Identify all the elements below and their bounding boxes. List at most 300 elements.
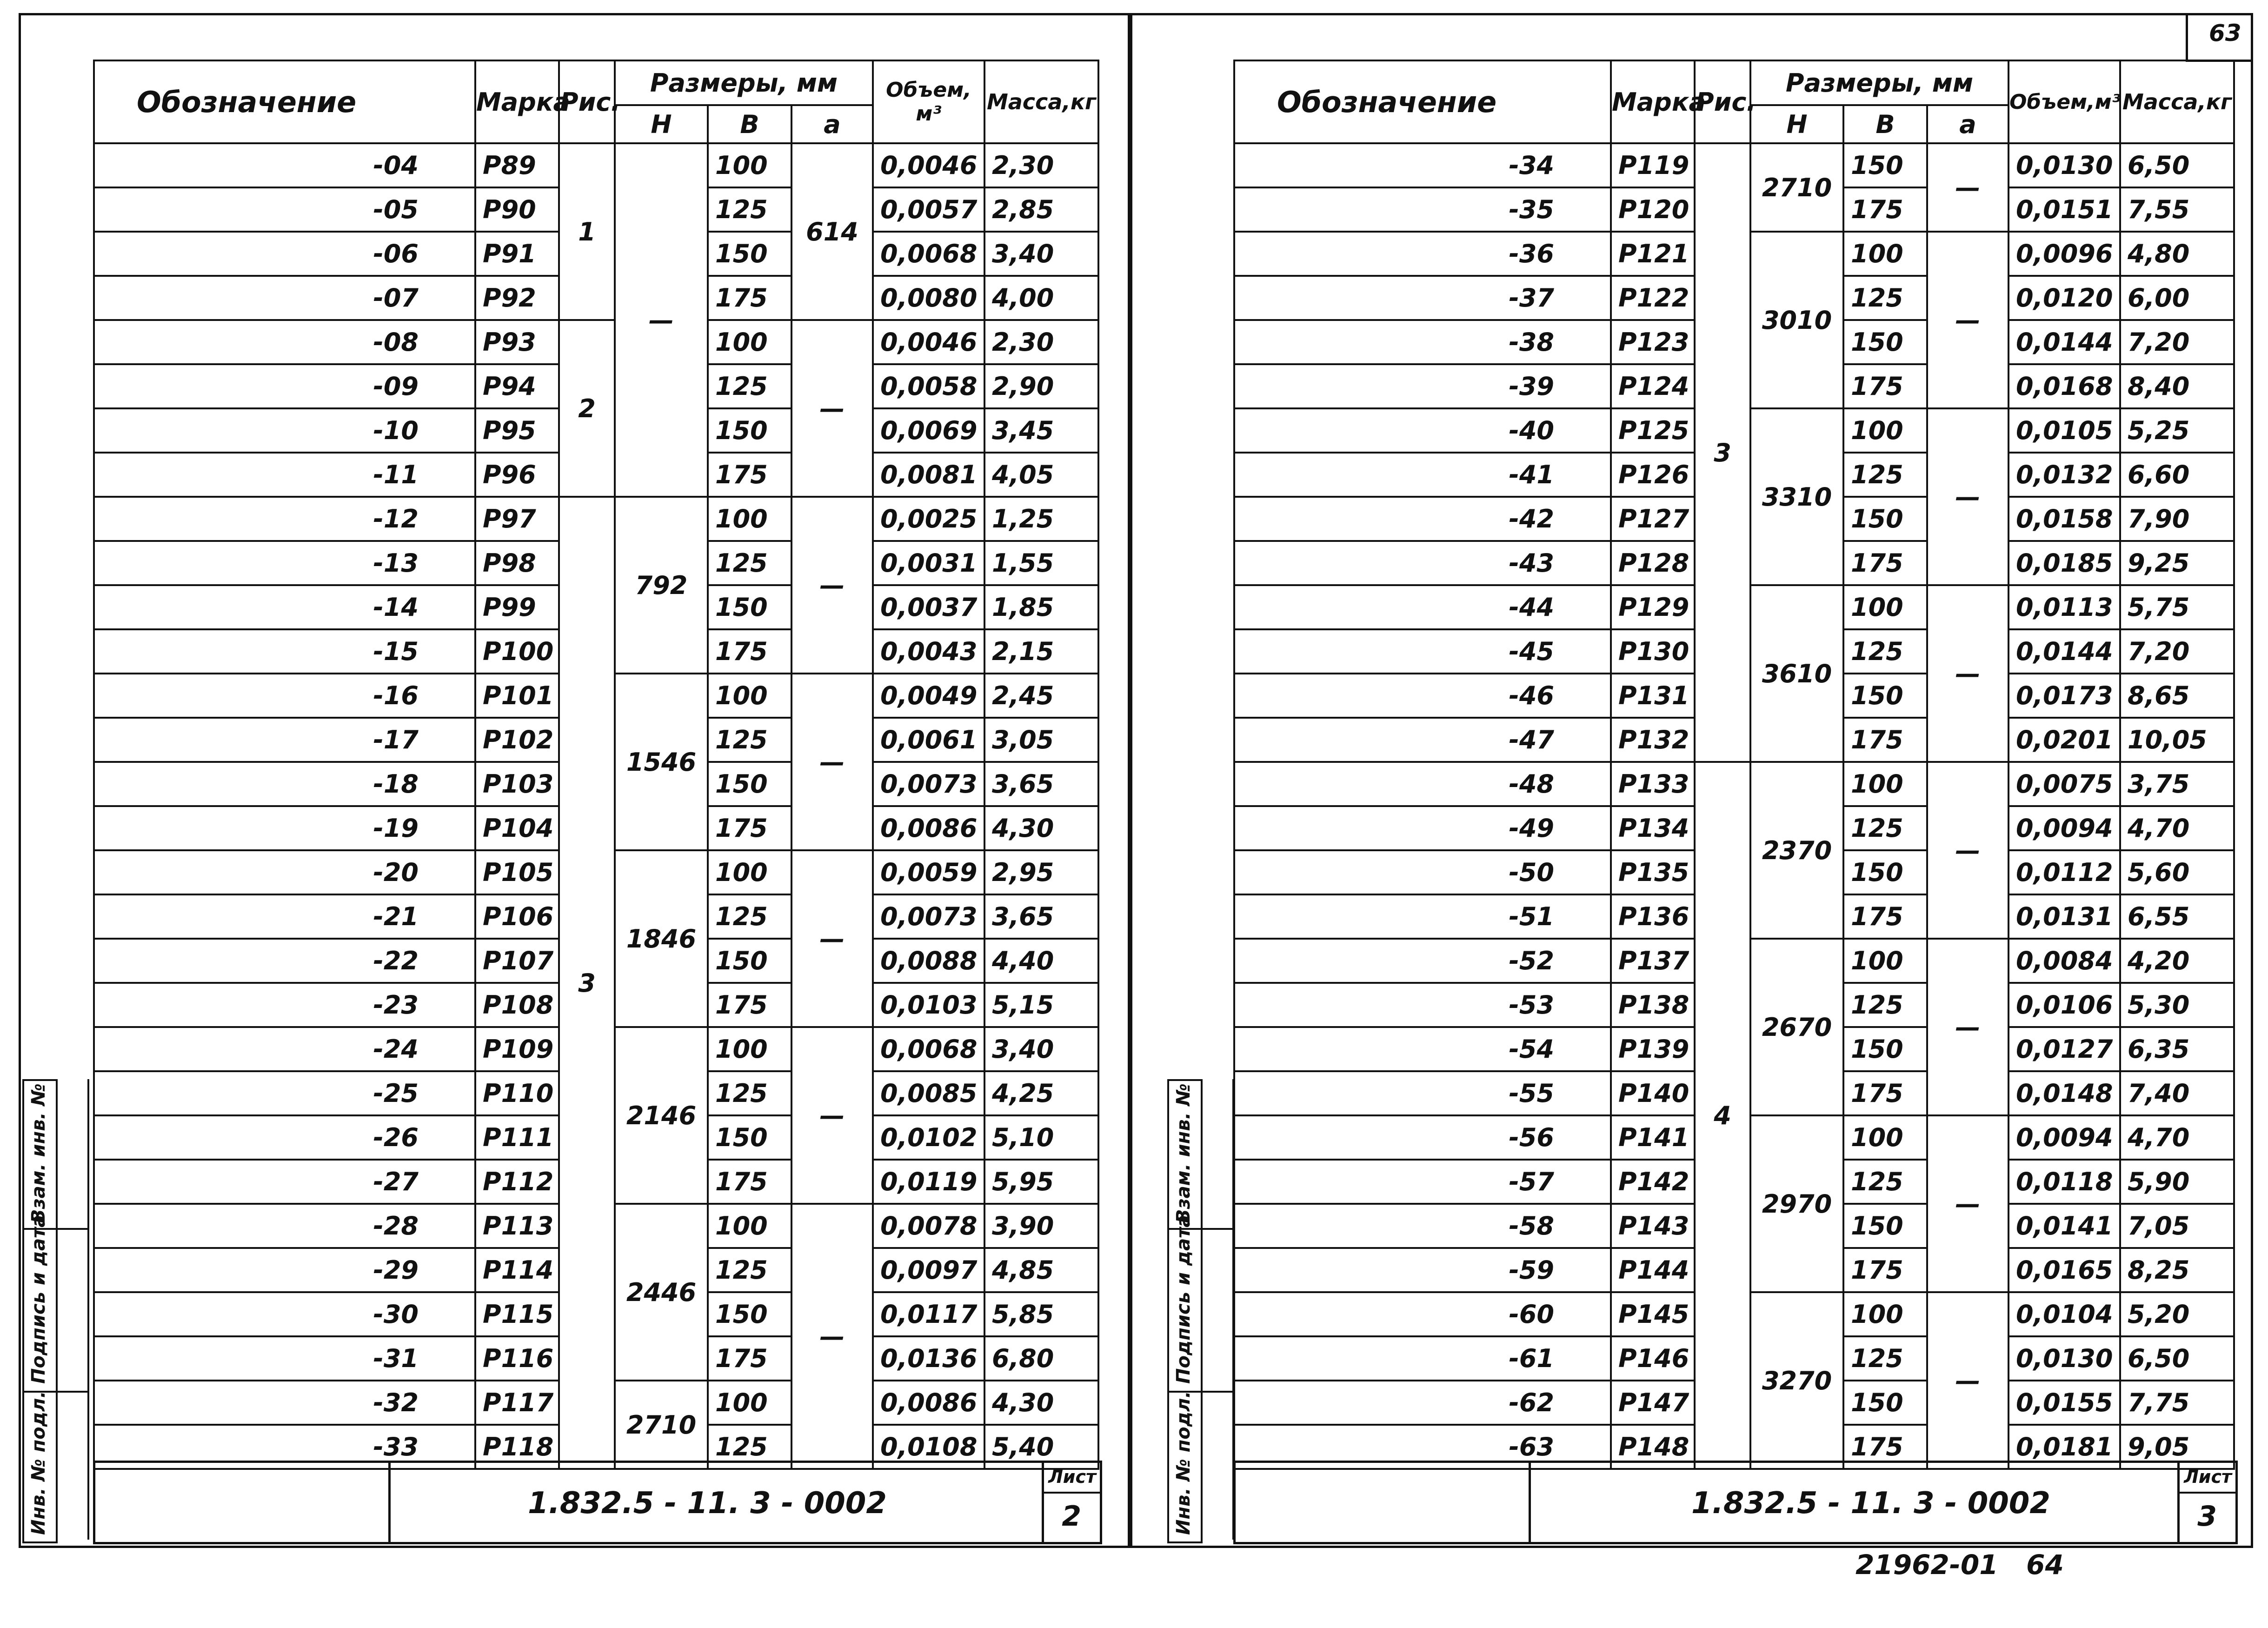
mark-cell: Р131 <box>1611 674 1695 718</box>
designation-cell: -11 <box>94 453 475 497</box>
col-a-header: а <box>791 105 873 143</box>
h-cell: 1546 <box>615 674 708 850</box>
mark-cell: Р137 <box>1611 939 1695 983</box>
mass-cell: 4,85 <box>984 1248 1098 1292</box>
mark-cell: Р98 <box>475 541 559 585</box>
mass-cell: 6,35 <box>2120 1027 2234 1071</box>
mass-cell: 2,90 <box>984 364 1098 408</box>
mark-cell: Р118 <box>475 1425 559 1469</box>
designation-cell: -22 <box>94 939 475 983</box>
mark-cell: Р92 <box>475 276 559 320</box>
right-title-block <box>1233 1461 2238 1544</box>
right-drawing-code: 1.832.5 - 11. 3 - 0002 <box>1691 1486 2050 1521</box>
designation-cell: -18 <box>94 762 475 806</box>
a-cell: 614 <box>791 143 873 320</box>
volume-cell: 0,0158 <box>2009 497 2120 541</box>
designation-cell: -15 <box>94 629 475 674</box>
designation-cell: -60 <box>1234 1292 1611 1336</box>
a-cell: — <box>1927 408 2009 585</box>
b-cell: 150 <box>708 585 791 629</box>
col-dims-header: Размеры, мм <box>1750 60 2009 105</box>
volume-cell: 0,0069 <box>873 408 984 453</box>
volume-cell: 0,0148 <box>2009 1071 2120 1115</box>
designation-cell: -42 <box>1234 497 1611 541</box>
col-b-header: В <box>708 105 791 143</box>
mass-cell: 4,30 <box>984 806 1098 850</box>
right-title-divider <box>1529 1463 1531 1542</box>
mass-cell: 8,40 <box>2120 364 2234 408</box>
volume-cell: 0,0068 <box>873 232 984 276</box>
mark-cell: Р108 <box>475 983 559 1027</box>
designation-cell: -10 <box>94 408 475 453</box>
mass-cell: 1,25 <box>984 497 1098 541</box>
mark-cell: Р97 <box>475 497 559 541</box>
volume-cell: 0,0073 <box>873 762 984 806</box>
a-cell: — <box>1927 232 2009 408</box>
mark-cell: Р119 <box>1611 143 1695 187</box>
col-mass-header: Масса,кг <box>984 60 1098 143</box>
a-cell: — <box>1927 762 2009 939</box>
volume-cell: 0,0068 <box>873 1027 984 1071</box>
mark-cell: Р100 <box>475 629 559 674</box>
mass-cell: 7,20 <box>2120 320 2234 364</box>
a-cell: — <box>1927 939 2009 1115</box>
mass-cell: 4,05 <box>984 453 1098 497</box>
designation-cell: -45 <box>1234 629 1611 674</box>
col-mark-header: Марка <box>475 60 559 143</box>
designation-cell: -04 <box>94 143 475 187</box>
mark-cell: Р138 <box>1611 983 1695 1027</box>
b-cell: 150 <box>708 1115 791 1160</box>
designation-cell: -08 <box>94 320 475 364</box>
left-sheet-number: 2 <box>1062 1500 1081 1533</box>
designation-cell: -37 <box>1234 276 1611 320</box>
volume-cell: 0,0103 <box>873 983 984 1027</box>
mark-cell: Р143 <box>1611 1204 1695 1248</box>
mark-cell: Р124 <box>1611 364 1695 408</box>
mark-cell: Р117 <box>475 1381 559 1425</box>
designation-cell: -24 <box>94 1027 475 1071</box>
mark-cell: Р141 <box>1611 1115 1695 1160</box>
designation-cell: -09 <box>94 364 475 408</box>
designation-cell: -06 <box>94 232 475 276</box>
left-title-block <box>93 1461 1102 1544</box>
mass-cell: 2,45 <box>984 674 1098 718</box>
b-cell: 150 <box>708 232 791 276</box>
right-table-body <box>1234 143 2234 1469</box>
designation-cell: -33 <box>94 1425 475 1469</box>
designation-cell: -52 <box>1234 939 1611 983</box>
a-cell: — <box>791 1027 873 1204</box>
volume-cell: 0,0057 <box>873 187 984 232</box>
mark-cell: Р89 <box>475 143 559 187</box>
h-cell: — <box>615 143 708 497</box>
mark-cell: Р105 <box>475 850 559 894</box>
designation-cell: -44 <box>1234 585 1611 629</box>
h-cell: 3270 <box>1750 1292 1843 1469</box>
b-cell: 150 <box>1843 320 1927 364</box>
volume-cell: 0,0061 <box>873 718 984 762</box>
mass-cell: 2,15 <box>984 629 1098 674</box>
h-cell: 2970 <box>1750 1115 1843 1292</box>
right-side-sign-date: Подпись и дата <box>1173 1214 1194 1384</box>
designation-cell: -29 <box>94 1248 475 1292</box>
mass-cell: 5,15 <box>984 983 1098 1027</box>
designation-cell: -61 <box>1234 1336 1611 1381</box>
mass-cell: 5,75 <box>2120 585 2234 629</box>
b-cell: 125 <box>1843 453 1927 497</box>
b-cell: 125 <box>708 894 791 939</box>
mark-cell: Р144 <box>1611 1248 1695 1292</box>
designation-cell: -28 <box>94 1204 475 1248</box>
mass-cell: 5,60 <box>2120 850 2234 894</box>
mass-cell: 4,70 <box>2120 1115 2234 1160</box>
col-fig-header: Рис. <box>1695 60 1750 143</box>
mark-cell: Р99 <box>475 585 559 629</box>
b-cell: 125 <box>708 1248 791 1292</box>
designation-cell: -34 <box>1234 143 1611 187</box>
right-side-replace-inv: Взам. инв. № <box>1173 1083 1194 1223</box>
mark-cell: Р106 <box>475 894 559 939</box>
volume-cell: 0,0085 <box>873 1071 984 1115</box>
b-cell: 100 <box>1843 585 1927 629</box>
b-cell: 100 <box>708 1027 791 1071</box>
h-cell: 3010 <box>1750 232 1843 408</box>
b-cell: 125 <box>1843 276 1927 320</box>
right-sheet-box-divider <box>2180 1492 2235 1494</box>
b-cell: 175 <box>1843 1425 1927 1469</box>
mass-cell: 3,65 <box>984 762 1098 806</box>
mark-cell: Р127 <box>1611 497 1695 541</box>
mark-cell: Р107 <box>475 939 559 983</box>
b-cell: 175 <box>708 1336 791 1381</box>
mass-cell: 5,10 <box>984 1115 1098 1160</box>
mass-cell: 10,05 <box>2120 718 2234 762</box>
b-cell: 125 <box>708 364 791 408</box>
volume-cell: 0,0081 <box>873 453 984 497</box>
b-cell: 150 <box>708 939 791 983</box>
b-cell: 125 <box>1843 983 1927 1027</box>
mass-cell: 6,50 <box>2120 1336 2234 1381</box>
mass-cell: 4,80 <box>2120 232 2234 276</box>
b-cell: 100 <box>1843 762 1927 806</box>
mass-cell: 6,00 <box>2120 276 2234 320</box>
mark-cell: Р91 <box>475 232 559 276</box>
h-cell: 2446 <box>615 1204 708 1381</box>
volume-cell: 0,0201 <box>2009 718 2120 762</box>
mark-cell: Р136 <box>1611 894 1695 939</box>
b-cell: 125 <box>1843 1160 1927 1204</box>
b-cell: 125 <box>708 187 791 232</box>
mass-cell: 4,00 <box>984 276 1098 320</box>
h-cell: 2146 <box>615 1027 708 1204</box>
mass-cell: 4,30 <box>984 1381 1098 1425</box>
left-spec-table <box>93 60 1099 1470</box>
volume-cell: 0,0165 <box>2009 1248 2120 1292</box>
fig-cell: 3 <box>1695 143 1750 762</box>
h-cell: 2670 <box>1750 939 1843 1115</box>
mass-cell: 3,05 <box>984 718 1098 762</box>
b-cell: 150 <box>1843 1204 1927 1248</box>
mark-cell: Р139 <box>1611 1027 1695 1071</box>
volume-cell: 0,0120 <box>2009 276 2120 320</box>
right-sheet-number: 3 <box>2197 1500 2217 1533</box>
b-cell: 175 <box>708 629 791 674</box>
b-cell: 175 <box>1843 718 1927 762</box>
volume-cell: 0,0078 <box>873 1204 984 1248</box>
mark-cell: Р142 <box>1611 1160 1695 1204</box>
designation-cell: -58 <box>1234 1204 1611 1248</box>
mark-cell: Р148 <box>1611 1425 1695 1469</box>
mass-cell: 4,40 <box>984 939 1098 983</box>
mass-cell: 5,20 <box>2120 1292 2234 1336</box>
b-cell: 100 <box>708 1204 791 1248</box>
mark-cell: Р111 <box>475 1115 559 1160</box>
a-cell: — <box>791 1204 873 1469</box>
designation-cell: -38 <box>1234 320 1611 364</box>
volume-cell: 0,0073 <box>873 894 984 939</box>
volume-cell: 0,0130 <box>2009 1336 2120 1381</box>
h-cell: 3310 <box>1750 408 1843 585</box>
mass-cell: 5,40 <box>984 1425 1098 1469</box>
mass-cell: 7,90 <box>2120 497 2234 541</box>
volume-cell: 0,0049 <box>873 674 984 718</box>
left-side-sign-date: Подпись и дата <box>28 1214 49 1384</box>
mark-cell: Р132 <box>1611 718 1695 762</box>
designation-cell: -25 <box>94 1071 475 1115</box>
fig-cell: 1 <box>559 143 615 320</box>
mark-cell: Р110 <box>475 1071 559 1115</box>
volume-cell: 0,0117 <box>873 1292 984 1336</box>
col-fig-header: Рис. <box>559 60 615 143</box>
mass-cell: 7,20 <box>2120 629 2234 674</box>
designation-cell: -54 <box>1234 1027 1611 1071</box>
mark-cell: Р122 <box>1611 276 1695 320</box>
mark-cell: Р116 <box>475 1336 559 1381</box>
b-cell: 100 <box>708 143 791 187</box>
h-cell: 1846 <box>615 850 708 1027</box>
volume-cell: 0,0151 <box>2009 187 2120 232</box>
b-cell: 100 <box>708 497 791 541</box>
col-mark-header: Марка <box>1611 60 1695 143</box>
page-number: 63 <box>2209 20 2241 47</box>
volume-cell: 0,0113 <box>2009 585 2120 629</box>
volume-cell: 0,0105 <box>2009 408 2120 453</box>
b-cell: 100 <box>1843 408 1927 453</box>
table-row <box>94 497 1098 541</box>
volume-cell: 0,0025 <box>873 497 984 541</box>
designation-cell: -13 <box>94 541 475 585</box>
mass-cell: 6,80 <box>984 1336 1098 1381</box>
mark-cell: Р113 <box>475 1204 559 1248</box>
designation-cell: -57 <box>1234 1160 1611 1204</box>
mark-cell: Р102 <box>475 718 559 762</box>
col-h-header: Н <box>1750 105 1843 143</box>
b-cell: 175 <box>708 1160 791 1204</box>
volume-cell: 0,0155 <box>2009 1381 2120 1425</box>
mark-cell: Р135 <box>1611 850 1695 894</box>
designation-cell: -53 <box>1234 983 1611 1027</box>
mark-cell: Р109 <box>475 1027 559 1071</box>
volume-cell: 0,0031 <box>873 541 984 585</box>
designation-cell: -27 <box>94 1160 475 1204</box>
volume-cell: 0,0086 <box>873 1381 984 1425</box>
volume-cell: 0,0119 <box>873 1160 984 1204</box>
mark-cell: Р130 <box>1611 629 1695 674</box>
col-designation-header: Обозначение <box>94 60 475 143</box>
mark-cell: Р114 <box>475 1248 559 1292</box>
volume-cell: 0,0102 <box>873 1115 984 1160</box>
designation-cell: -41 <box>1234 453 1611 497</box>
mass-cell: 2,95 <box>984 850 1098 894</box>
col-mass-header: Масса,кг <box>2120 60 2234 143</box>
mass-cell: 7,40 <box>2120 1071 2234 1115</box>
bottom-stamp-number: 21962-01 64 <box>1856 1549 2064 1581</box>
b-cell: 175 <box>1843 541 1927 585</box>
mark-cell: Р129 <box>1611 585 1695 629</box>
b-cell: 175 <box>1843 187 1927 232</box>
mark-cell: Р128 <box>1611 541 1695 585</box>
b-cell: 175 <box>708 983 791 1027</box>
b-cell: 100 <box>708 850 791 894</box>
mass-cell: 6,60 <box>2120 453 2234 497</box>
designation-cell: -55 <box>1234 1071 1611 1115</box>
volume-cell: 0,0096 <box>2009 232 2120 276</box>
b-cell: 100 <box>1843 1115 1927 1160</box>
volume-cell: 0,0046 <box>873 320 984 364</box>
designation-cell: -39 <box>1234 364 1611 408</box>
volume-cell: 0,0118 <box>2009 1160 2120 1204</box>
mark-cell: Р140 <box>1611 1071 1695 1115</box>
mark-cell: Р134 <box>1611 806 1695 850</box>
mark-cell: Р94 <box>475 364 559 408</box>
designation-cell: -07 <box>94 276 475 320</box>
h-cell: 792 <box>615 497 708 674</box>
mass-cell: 1,85 <box>984 585 1098 629</box>
a-cell: — <box>1927 1292 2009 1469</box>
h-cell: 3610 <box>1750 585 1843 762</box>
b-cell: 100 <box>1843 939 1927 983</box>
col-volume-header: Объем,м³ <box>2009 60 2120 143</box>
designation-cell: -16 <box>94 674 475 718</box>
mass-cell: 8,65 <box>2120 674 2234 718</box>
col-b-header: В <box>1843 105 1927 143</box>
b-cell: 125 <box>1843 1336 1927 1381</box>
designation-cell: -63 <box>1234 1425 1611 1469</box>
mark-cell: Р103 <box>475 762 559 806</box>
col-dims-header: Размеры, мм <box>615 60 873 105</box>
designation-cell: -50 <box>1234 850 1611 894</box>
fig-cell: 2 <box>559 320 615 497</box>
b-cell: 175 <box>1843 364 1927 408</box>
mass-cell: 7,55 <box>2120 187 2234 232</box>
volume-cell: 0,0108 <box>873 1425 984 1469</box>
mass-cell: 3,45 <box>984 408 1098 453</box>
mark-cell: Р101 <box>475 674 559 718</box>
volume-cell: 0,0088 <box>873 939 984 983</box>
mass-cell: 8,25 <box>2120 1248 2234 1292</box>
col-h-header: Н <box>615 105 708 143</box>
b-cell: 100 <box>708 320 791 364</box>
b-cell: 150 <box>1843 497 1927 541</box>
designation-cell: -49 <box>1234 806 1611 850</box>
a-cell: — <box>791 850 873 1027</box>
mass-cell: 7,05 <box>2120 1204 2234 1248</box>
volume-cell: 0,0106 <box>2009 983 2120 1027</box>
volume-cell: 0,0104 <box>2009 1292 2120 1336</box>
b-cell: 150 <box>708 762 791 806</box>
mark-cell: Р93 <box>475 320 559 364</box>
h-cell: 2370 <box>1750 762 1843 939</box>
designation-cell: -43 <box>1234 541 1611 585</box>
mass-cell: 6,55 <box>2120 894 2234 939</box>
b-cell: 125 <box>1843 629 1927 674</box>
mass-cell: 3,40 <box>984 1027 1098 1071</box>
mark-cell: Р95 <box>475 408 559 453</box>
volume-cell: 0,0144 <box>2009 320 2120 364</box>
a-cell: — <box>1927 585 2009 762</box>
mass-cell: 3,75 <box>2120 762 2234 806</box>
mass-cell: 5,90 <box>2120 1160 2234 1204</box>
mass-cell: 1,55 <box>984 541 1098 585</box>
table-row <box>94 143 1098 187</box>
mass-cell: 5,95 <box>984 1160 1098 1204</box>
mark-cell: Р121 <box>1611 232 1695 276</box>
col-designation-header: Обозначение <box>1234 60 1611 143</box>
designation-cell: -17 <box>94 718 475 762</box>
b-cell: 100 <box>1843 1292 1927 1336</box>
b-cell: 100 <box>1843 232 1927 276</box>
mass-cell: 4,20 <box>2120 939 2234 983</box>
mark-cell: Р123 <box>1611 320 1695 364</box>
volume-cell: 0,0094 <box>2009 806 2120 850</box>
right-spec-table <box>1233 60 2235 1470</box>
mark-cell: Р96 <box>475 453 559 497</box>
mass-cell: 7,75 <box>2120 1381 2234 1425</box>
mark-cell: Р125 <box>1611 408 1695 453</box>
volume-cell: 0,0097 <box>873 1248 984 1292</box>
a-cell: — <box>1927 1115 2009 1292</box>
volume-cell: 0,0127 <box>2009 1027 2120 1071</box>
mass-cell: 6,50 <box>2120 143 2234 187</box>
left-sheet-box-divider <box>1044 1492 1100 1494</box>
mark-cell: Р120 <box>1611 187 1695 232</box>
mass-cell: 3,90 <box>984 1204 1098 1248</box>
volume-cell: 0,0168 <box>2009 364 2120 408</box>
designation-cell: -21 <box>94 894 475 939</box>
left-sheet-label: Лист <box>1048 1467 1096 1487</box>
b-cell: 125 <box>1843 806 1927 850</box>
designation-cell: -32 <box>94 1381 475 1425</box>
mark-cell: Р90 <box>475 187 559 232</box>
mass-cell: 2,30 <box>984 143 1098 187</box>
a-cell: — <box>791 320 873 497</box>
designation-cell: -12 <box>94 497 475 541</box>
mark-cell: Р115 <box>475 1292 559 1336</box>
mark-cell: Р145 <box>1611 1292 1695 1336</box>
volume-cell: 0,0181 <box>2009 1425 2120 1469</box>
volume-cell: 0,0043 <box>873 629 984 674</box>
h-cell: 2710 <box>615 1381 708 1469</box>
right-side-stamp-col2 <box>1199 1079 1234 1540</box>
right-side-inv-no: Инв. № подл. <box>1173 1391 1194 1535</box>
a-cell: — <box>791 674 873 850</box>
volume-cell: 0,0144 <box>2009 629 2120 674</box>
designation-cell: -26 <box>94 1115 475 1160</box>
mass-cell: 4,70 <box>2120 806 2234 850</box>
b-cell: 125 <box>708 718 791 762</box>
designation-cell: -31 <box>94 1336 475 1381</box>
